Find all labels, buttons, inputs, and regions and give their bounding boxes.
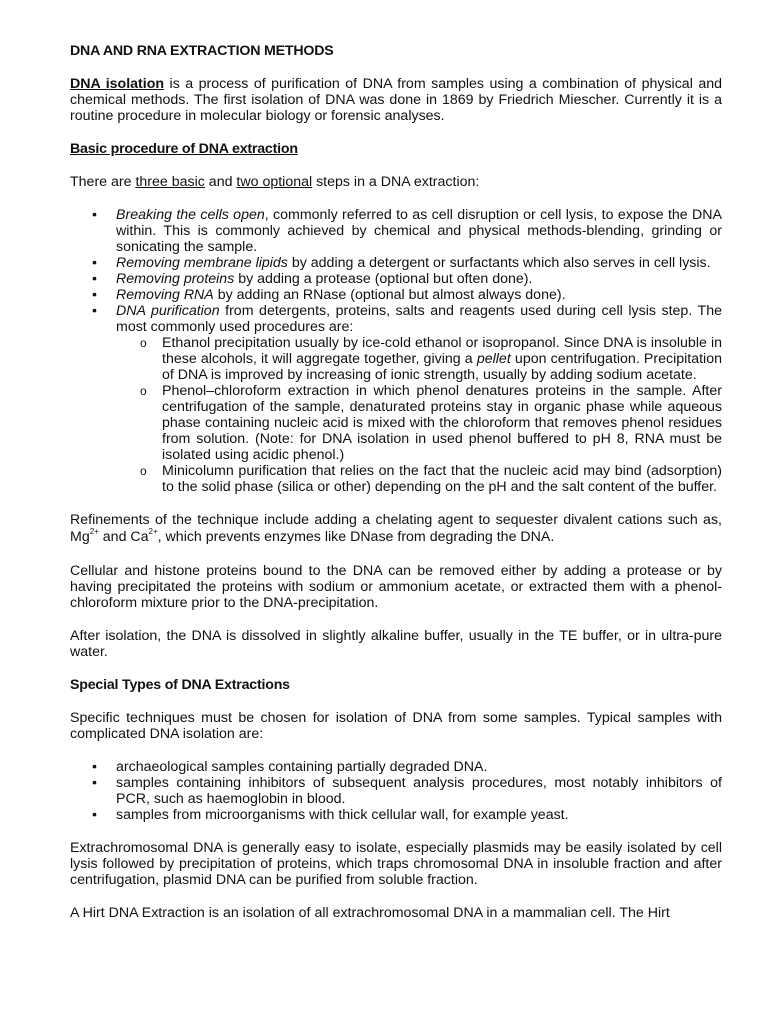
step-emphasis: DNA purification: [116, 303, 220, 319]
step-emphasis: Removing proteins: [116, 271, 235, 287]
list-item: [116, 287, 722, 303]
sub-list-item: o Minicolumn purification that relies on the fact that the nucleic acid may bind (adsorption) to the solid phase (silica or other) depending on the pH and the salt content of the buffer.: [162, 463, 722, 495]
list-item: [116, 271, 722, 287]
intro-paragraph: [70, 76, 722, 124]
two-optional-link: two optional: [236, 174, 313, 190]
hirt-paragraph: A Hirt DNA Extraction is an isolation of all extrachromosomal DNA in a mammalian cell. The Hirt: [70, 905, 670, 921]
superscript: 2+: [148, 527, 158, 536]
refinements-paragraph: [70, 512, 722, 546]
steps-intro: [70, 174, 722, 190]
procedure-text: upon centrifugation. Precipitation of DNA is improved by increasing of ionic strength, usually by adding sodium acetate.: [162, 351, 722, 383]
superscript: 2+: [89, 527, 99, 536]
procedure-text: Ethanol precipitation usually by ice-cold ethanol or isopropanol. Since DNA is insoluble in these alcohols, it will aggregate together, giving a: [162, 335, 722, 367]
step-emphasis: Removing membrane lipids: [116, 255, 288, 271]
samples-list: [70, 759, 722, 823]
basic-procedure-heading: Basic procedure of DNA extraction: [70, 141, 298, 157]
list-item: • samples from microorganisms with thick cellular wall, for example yeast.: [116, 807, 722, 823]
pellet-term: pellet: [476, 351, 511, 367]
document-title: DNA AND RNA EXTRACTION METHODS: [70, 43, 334, 59]
step-text: by adding an RNase (optional but almost always done).: [213, 287, 566, 303]
list-item: [116, 255, 722, 271]
steps-list: [70, 207, 722, 495]
list-item: [116, 207, 722, 255]
sub-list-item: o Phenol–chloroform extraction in which phenol denatures proteins in the sample. After centrifugation of the sample, denaturated proteins stay in organic phase while aqueous phase containing nucleic acid is mixed with the chloroform that removes phenol residues from solution. (Note: for DNA isolation in used phenol buffered to pH 8, RNA must be isolated using acidic phenol.): [162, 383, 722, 463]
refinements-text: Refinements of the technique include adding a chelating agent to sequester divalent cations such as, Mg: [70, 512, 722, 545]
special-types-heading: Special Types of DNA Extractions: [70, 677, 290, 693]
specific-paragraph: Specific techniques must be chosen for isolation of DNA from some samples. Typical samples with complicated DNA isolation are:: [70, 710, 722, 742]
sub-list-item: [162, 335, 722, 383]
steps-intro-part: steps in a DNA extraction:: [312, 174, 480, 190]
intro-text: is a process of purification of DNA from samples using a combination of physical and chemical methods. The first isolation of DNA was done in 1869 by Friedrich Miescher. Currently it is a routine procedure in molecular biology or forensic analyses.: [70, 76, 723, 124]
step-text: from detergents, proteins, salts and reagents used during cell lysis step. The most commonly used procedures are:: [116, 303, 722, 335]
refinements-text: , which prevents enzymes like DNase from degrading the DNA.: [157, 529, 555, 545]
step-emphasis: Breaking the cells open: [116, 207, 265, 223]
intro-term: DNA isolation: [70, 76, 165, 92]
after-isolation-paragraph: After isolation, the DNA is dissolved in slightly alkaline buffer, usually in the TE buffer, or in ultra-pure water.: [70, 628, 722, 660]
step-text: , commonly referred to as cell disruption or cell lysis, to expose the DNA within. This is commonly achieved by chemical and physical methods-blending, grinding or sonicating the sample.: [116, 207, 722, 255]
step-text: by adding a detergent or surfactants which also serves in cell lysis.: [287, 255, 711, 271]
list-item: [116, 303, 722, 495]
cellular-paragraph: Cellular and histone proteins bound to the DNA can be removed either by adding a protease or by having precipitated the proteins with sodium or ammonium acetate, or extracted them with a phenol-chloroform mixture prior to the DNA-precipitation.: [70, 563, 722, 611]
steps-intro-part: and: [204, 174, 237, 190]
extrachromosomal-paragraph: Extrachromosomal DNA is generally easy to isolate, especially plasmids may be easily isolated by cell lysis followed by precipitation of proteins, which traps chromosomal DNA in insoluble fraction and after centrifugation, plasmid DNA can be purified from soluble fraction.: [70, 840, 722, 888]
list-item: • samples containing inhibitors of subsequent analysis procedures, most notably inhibitors of PCR, such as haemoglobin in blood.: [116, 775, 722, 807]
step-text: by adding a protease (optional but often done).: [234, 271, 533, 287]
refinements-text: and Ca: [98, 529, 149, 545]
step-emphasis: Removing RNA: [116, 287, 214, 303]
steps-intro-part: There are: [70, 174, 136, 190]
list-item: • archaeological samples containing partially degraded DNA.: [116, 759, 722, 775]
procedures-list: [116, 335, 722, 495]
three-basic-link: three basic: [135, 174, 205, 190]
